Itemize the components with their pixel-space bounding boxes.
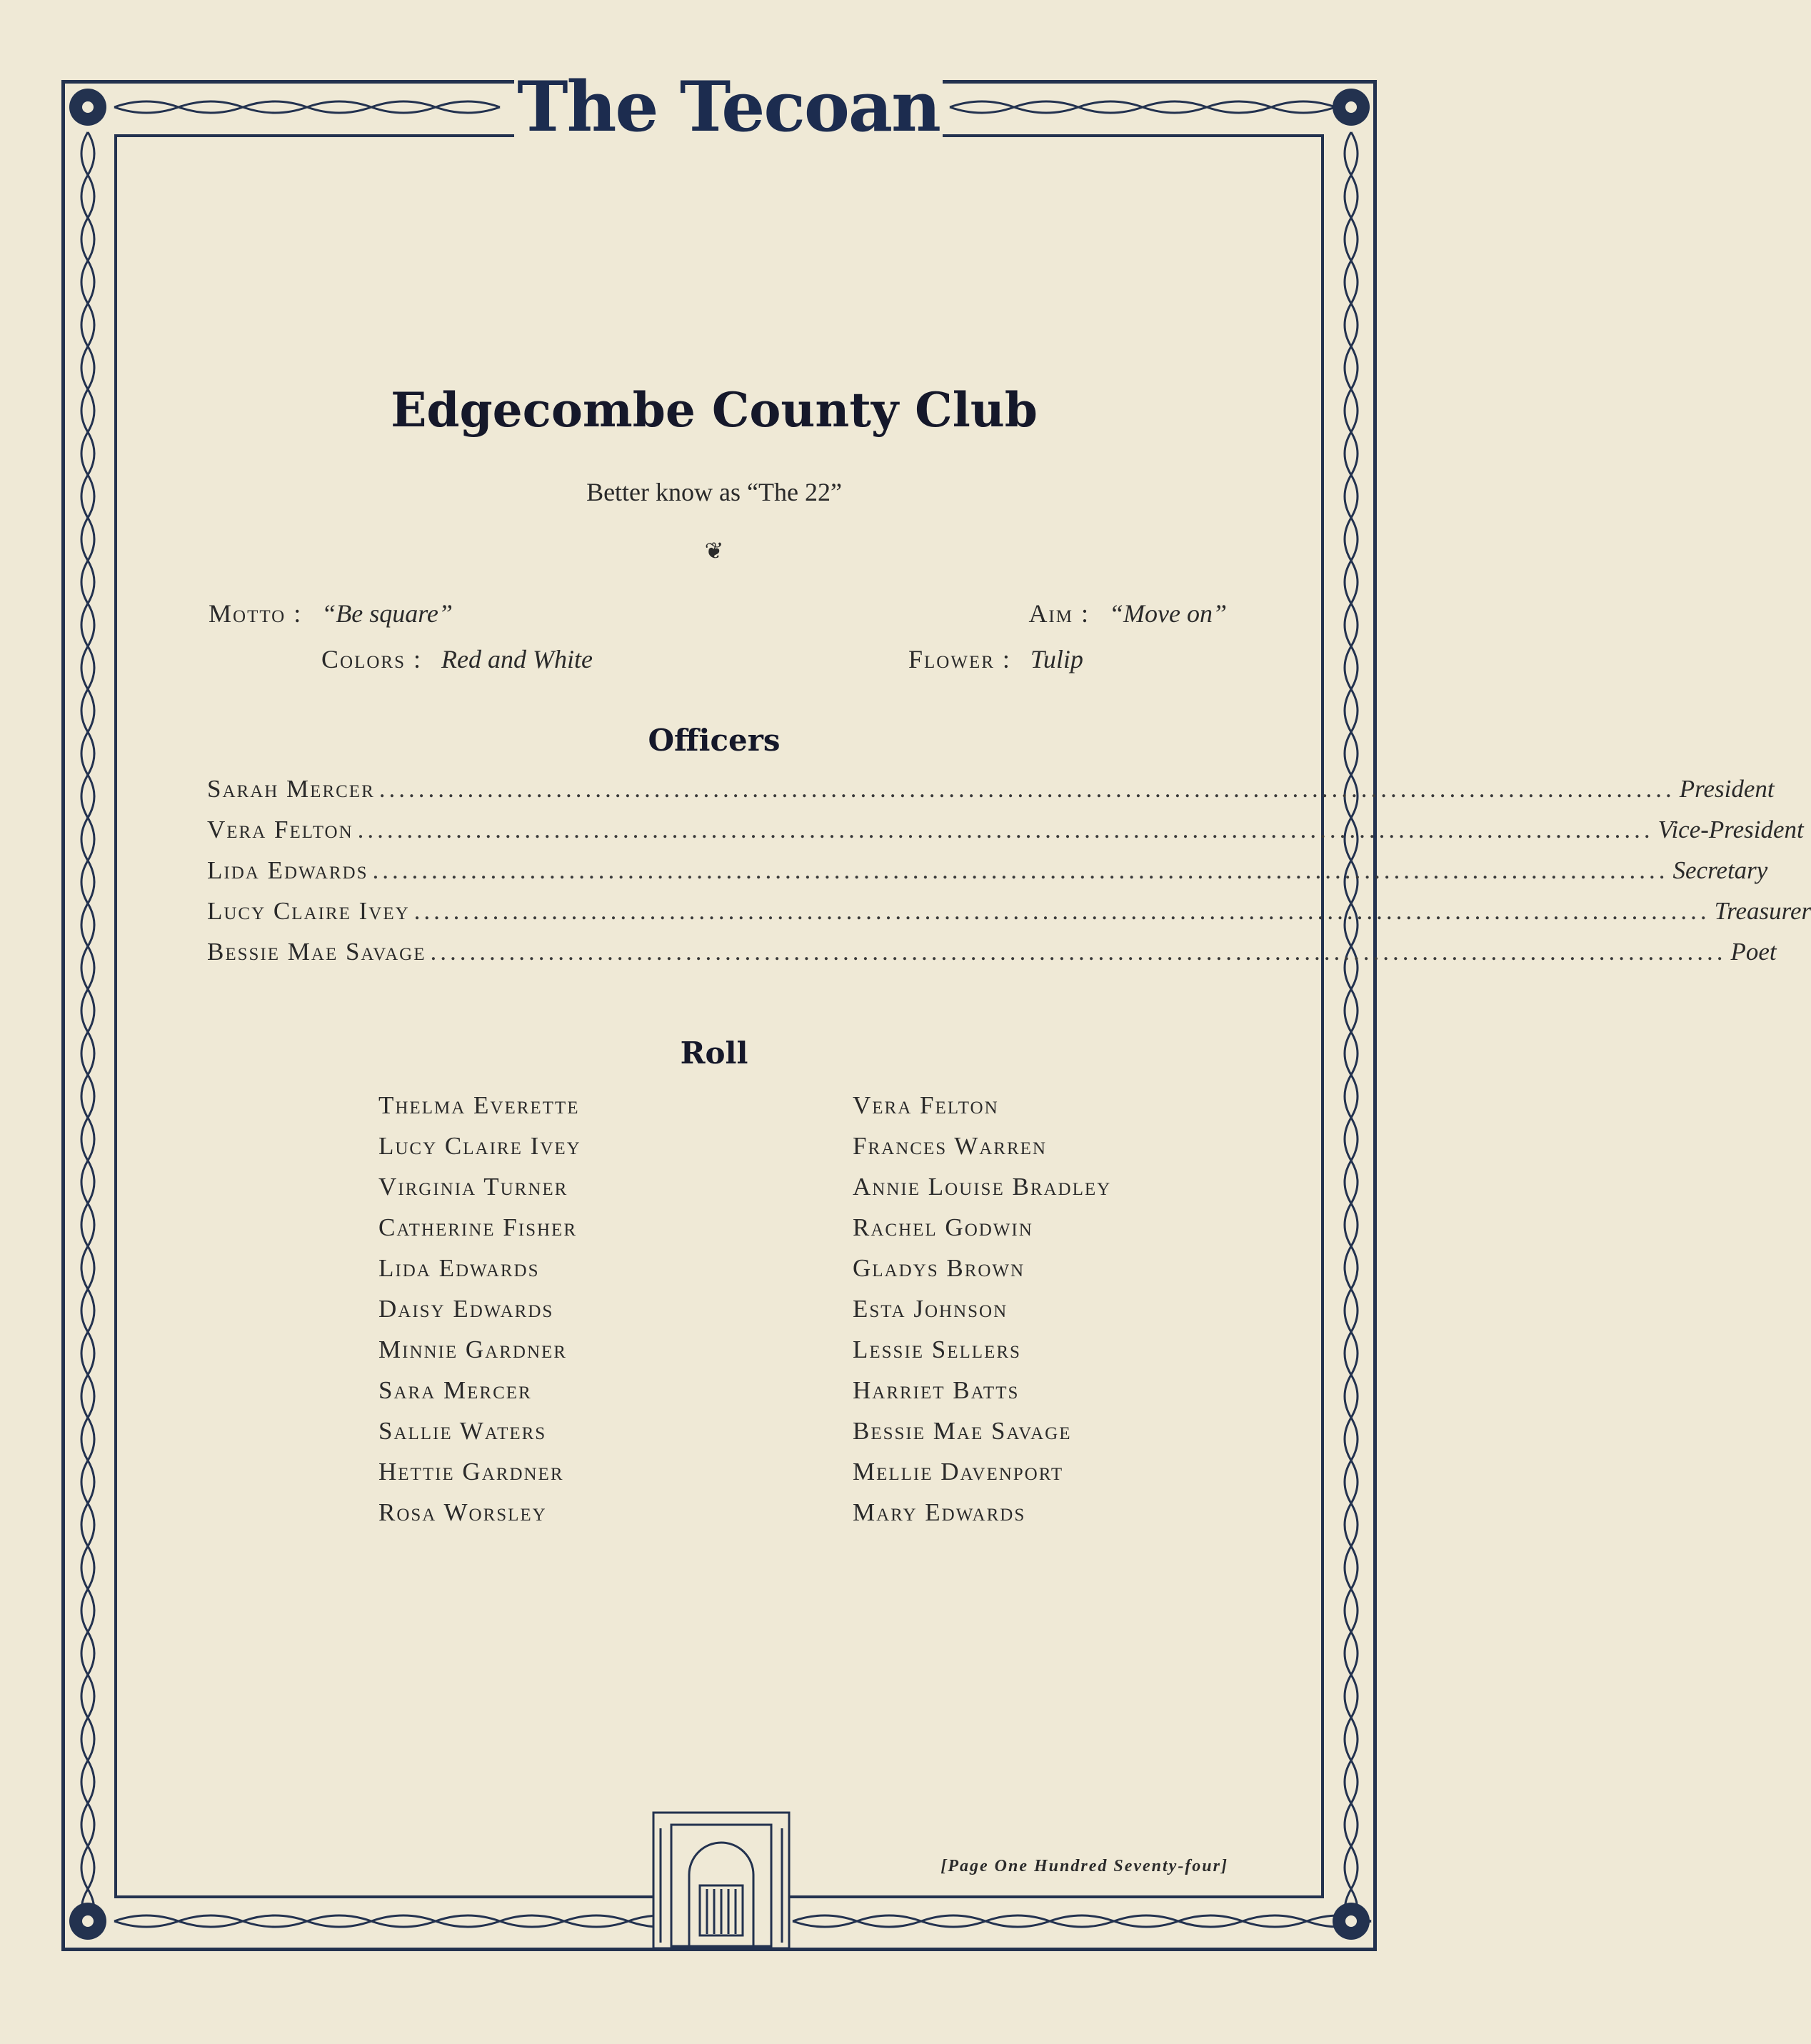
officer-role: Vice-President bbox=[1657, 816, 1804, 843]
roll-name: Rosa Worsley bbox=[378, 1498, 547, 1526]
roll-name: Sallie Waters bbox=[378, 1417, 547, 1445]
roll-name: Hettie Gardner bbox=[378, 1458, 564, 1486]
roll-name: Virginia Turner bbox=[378, 1173, 568, 1201]
roll-left-column bbox=[378, 1091, 581, 1539]
masthead: The Tecoan bbox=[514, 73, 943, 151]
fleuron-icon: ❦ bbox=[704, 538, 724, 563]
roll-name: Harriet Batts bbox=[853, 1376, 1020, 1404]
officer-name: Lucy Claire Ivey bbox=[207, 897, 410, 925]
flower-line bbox=[908, 644, 1083, 674]
page-title: Edgecombe County Club bbox=[391, 382, 1038, 438]
roll-name: Lessie Sellers bbox=[853, 1336, 1021, 1363]
officer-row: Lida Edwards .................................................................................................................................... Secretary bbox=[207, 856, 1768, 884]
aim-value: “Move on” bbox=[1109, 599, 1227, 628]
motto-label: Motto : bbox=[209, 599, 303, 628]
colors-value: Red and White bbox=[441, 645, 593, 673]
officer-name: Vera Felton bbox=[207, 816, 353, 843]
officer-role: Treasurer bbox=[1714, 897, 1811, 925]
roll-name: Gladys Brown bbox=[853, 1254, 1025, 1282]
officers-heading: Officers bbox=[648, 723, 781, 758]
roll-name: Annie Louise Bradley bbox=[853, 1173, 1112, 1201]
roll-heading: Roll bbox=[680, 1036, 748, 1071]
flower-value: Tulip bbox=[1030, 645, 1083, 673]
subtitle: Better know as “The 22” bbox=[586, 478, 842, 506]
roll-name: Mary Edwards bbox=[853, 1498, 1026, 1526]
roll-name: Catherine Fisher bbox=[378, 1213, 577, 1241]
officer-role: President bbox=[1679, 775, 1775, 803]
aim-label: Aim : bbox=[1028, 599, 1090, 628]
roll-right-column bbox=[853, 1091, 1111, 1539]
roll-name: Daisy Edwards bbox=[378, 1295, 554, 1323]
roll-name: Mellie Davenport bbox=[853, 1458, 1064, 1486]
officer-name: Bessie Mae Savage bbox=[207, 938, 426, 966]
roll-name: Frances Warren bbox=[853, 1132, 1047, 1160]
roll-name: Rachel Godwin bbox=[853, 1213, 1033, 1241]
roll-name: Lucy Claire Ivey bbox=[378, 1132, 581, 1160]
officer-row: Sarah Mercer .................................................................................................................................... President bbox=[207, 775, 1775, 803]
doorway-vignette bbox=[653, 1813, 789, 1948]
officer-role: Secretary bbox=[1672, 856, 1768, 884]
officer-name: Sarah Mercer bbox=[207, 775, 375, 803]
page-number: [Page One Hundred Seventy-four] bbox=[940, 1857, 1228, 1875]
roll-name: Esta Johnson bbox=[853, 1295, 1008, 1323]
officer-row: Vera Felton .................................................................................................................................... Vice-President bbox=[207, 816, 1804, 843]
roll-name: Vera Felton bbox=[853, 1091, 999, 1119]
officer-row: Lucy Claire Ivey .................................................................................................................................... Treasurer bbox=[207, 897, 1811, 925]
roll-name: Bessie Mae Savage bbox=[853, 1417, 1072, 1445]
colors-line bbox=[321, 644, 593, 674]
flower-label: Flower : bbox=[908, 645, 1011, 673]
colors-label: Colors : bbox=[321, 645, 422, 673]
roll-name: Thelma Everette bbox=[378, 1091, 580, 1119]
roll-name: Sara Mercer bbox=[378, 1376, 532, 1404]
officer-row: Bessie Mae Savage .................................................................................................................................... Poet bbox=[207, 938, 1777, 966]
motto-value: “Be square” bbox=[321, 599, 453, 628]
officers-list bbox=[207, 775, 1811, 978]
roll-name: Minnie Gardner bbox=[378, 1336, 567, 1363]
roll-name: Lida Edwards bbox=[378, 1254, 540, 1282]
aim-line bbox=[1028, 598, 1227, 628]
officer-role: Poet bbox=[1730, 938, 1777, 966]
motto-line bbox=[209, 598, 453, 628]
officer-name: Lida Edwards bbox=[207, 856, 368, 884]
